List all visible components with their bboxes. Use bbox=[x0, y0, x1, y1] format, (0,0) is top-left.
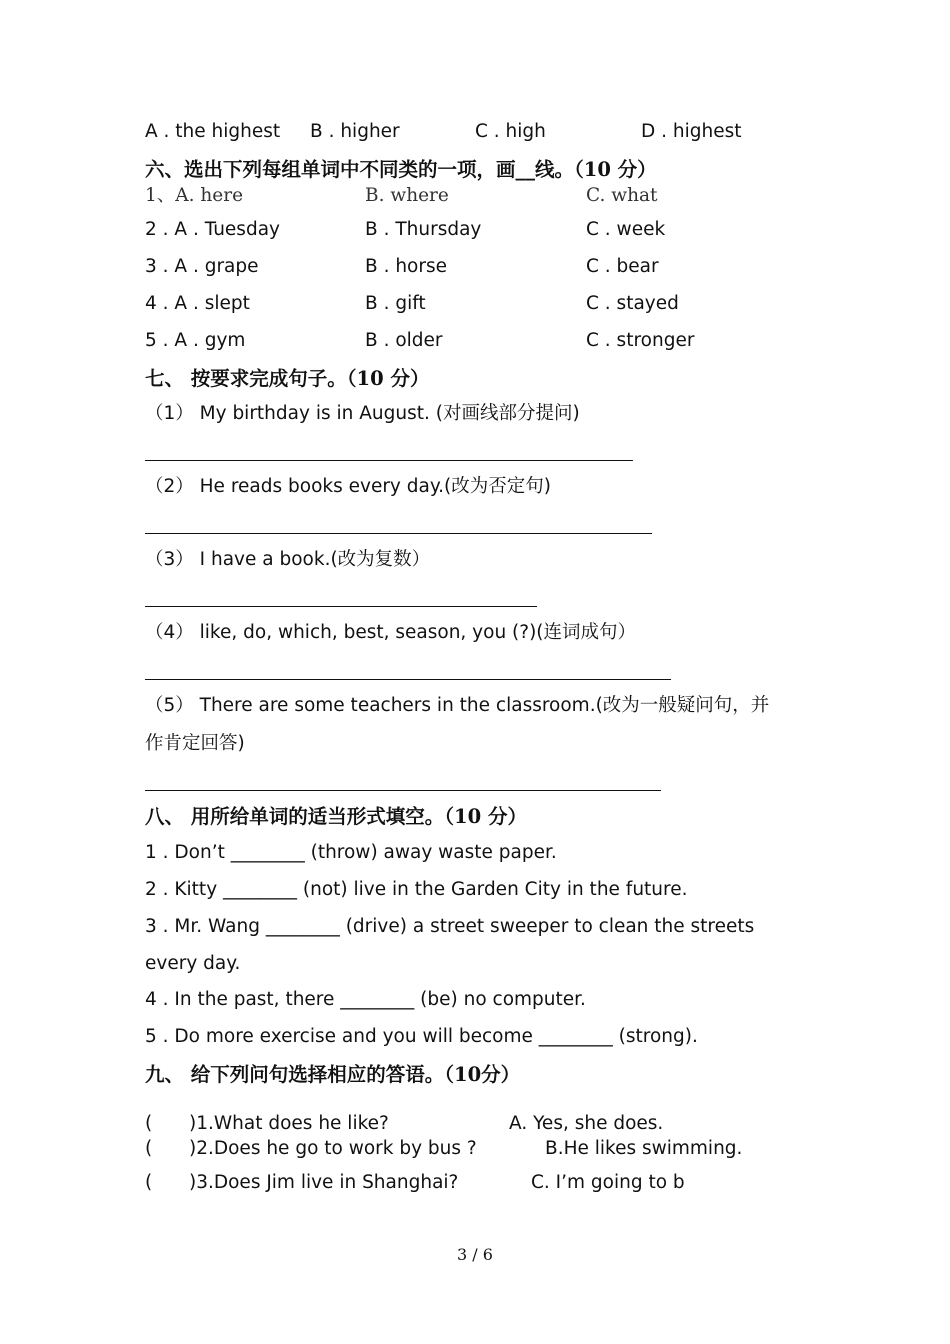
section6-title: 六、选出下列每组单词中不同类的一项，画__线。（10 分） bbox=[145, 158, 657, 181]
s6-r5-c: C . stronger bbox=[586, 330, 695, 351]
s6-r4-b: B . gift bbox=[365, 293, 426, 314]
s7-item-1: （1） My birthday is in August. (对画线部分提问) bbox=[145, 403, 580, 424]
s7-item-5-cont: 作肯定回答) bbox=[145, 733, 245, 754]
s8-item-3-cont: every day. bbox=[145, 953, 241, 974]
s9-r2-answer: B.He likes swimming. bbox=[545, 1138, 743, 1159]
s9-r2-bracket: ( bbox=[145, 1138, 153, 1159]
s8-item-2: 2 . Kitty ________ (not) live in the Garden City in the future. bbox=[145, 879, 688, 900]
s6-r5-a: 5 . A . gym bbox=[145, 330, 246, 351]
s6-r1-c: C. what bbox=[586, 185, 658, 206]
s9-r1-bracket: ( bbox=[145, 1113, 153, 1134]
s7-answer-line-1 bbox=[145, 460, 633, 461]
s7-item-4: （4） like, do, which, best, season, you (?)(连词成句） bbox=[145, 622, 637, 643]
s8-item-1: 1 . Don’t ________ (throw) away waste paper. bbox=[145, 842, 557, 863]
s7-answer-line-3 bbox=[145, 606, 537, 607]
q5-option-a: A . the highest bbox=[145, 121, 281, 142]
section9-title: 九、 给下列问句选择相应的答语。（10分） bbox=[145, 1063, 521, 1086]
s7-item-5: （5） There are some teachers in the classroom.(改为一般疑问句，并 bbox=[145, 695, 770, 716]
q5-option-b: B . higher bbox=[310, 121, 400, 142]
q5-option-c: C . high bbox=[475, 121, 546, 142]
s6-r2-a: 2 . A . Tuesday bbox=[145, 219, 280, 240]
s7-answer-line-2 bbox=[145, 533, 652, 534]
s7-answer-line-5 bbox=[145, 790, 661, 791]
s6-r2-c: C . week bbox=[586, 219, 666, 240]
s9-r2-question: )2.Does he go to work by bus ? bbox=[189, 1138, 477, 1159]
section7-title: 七、 按要求完成句子。（10 分） bbox=[145, 367, 430, 390]
s8-item-3: 3 . Mr. Wang ________ (drive) a street sweeper to clean the streets bbox=[145, 916, 755, 937]
s8-item-4: 4 . In the past, there ________ (be) no computer. bbox=[145, 989, 586, 1010]
s7-item-3: （3） I have a book.(改为复数） bbox=[145, 549, 431, 570]
s6-r4-a: 4 . A . slept bbox=[145, 293, 250, 314]
s9-r3-question: )3.Does Jim live in Shanghai? bbox=[189, 1172, 459, 1193]
section8-title: 八、 用所给单词的适当形式填空。（10 分） bbox=[145, 805, 527, 828]
s6-r1-b: B. where bbox=[365, 185, 449, 206]
s8-item-5: 5 . Do more exercise and you will become ________ (strong). bbox=[145, 1026, 698, 1047]
s6-r3-a: 3 . A . grape bbox=[145, 256, 259, 277]
q5-option-d: D . highest bbox=[641, 121, 742, 142]
s6-r3-c: C . bear bbox=[586, 256, 659, 277]
s7-answer-line-4 bbox=[145, 679, 671, 680]
s9-r3-bracket: ( bbox=[145, 1172, 153, 1193]
page-number: 3 / 6 bbox=[457, 1245, 493, 1264]
s6-r4-c: C . stayed bbox=[586, 293, 679, 314]
s6-r3-b: B . horse bbox=[365, 256, 448, 277]
s9-r3-answer: C. I’m going to b bbox=[531, 1172, 685, 1193]
s6-r2-b: B . Thursday bbox=[365, 219, 482, 240]
s6-r1-a: 1、A. here bbox=[145, 185, 244, 206]
s6-r5-b: B . older bbox=[365, 330, 443, 351]
s9-r1-question: )1.What does he like? bbox=[189, 1113, 389, 1134]
s9-r1-answer: A. Yes, she does. bbox=[509, 1113, 664, 1134]
s7-item-2: （2） He reads books every day.(改为否定句) bbox=[145, 476, 551, 497]
